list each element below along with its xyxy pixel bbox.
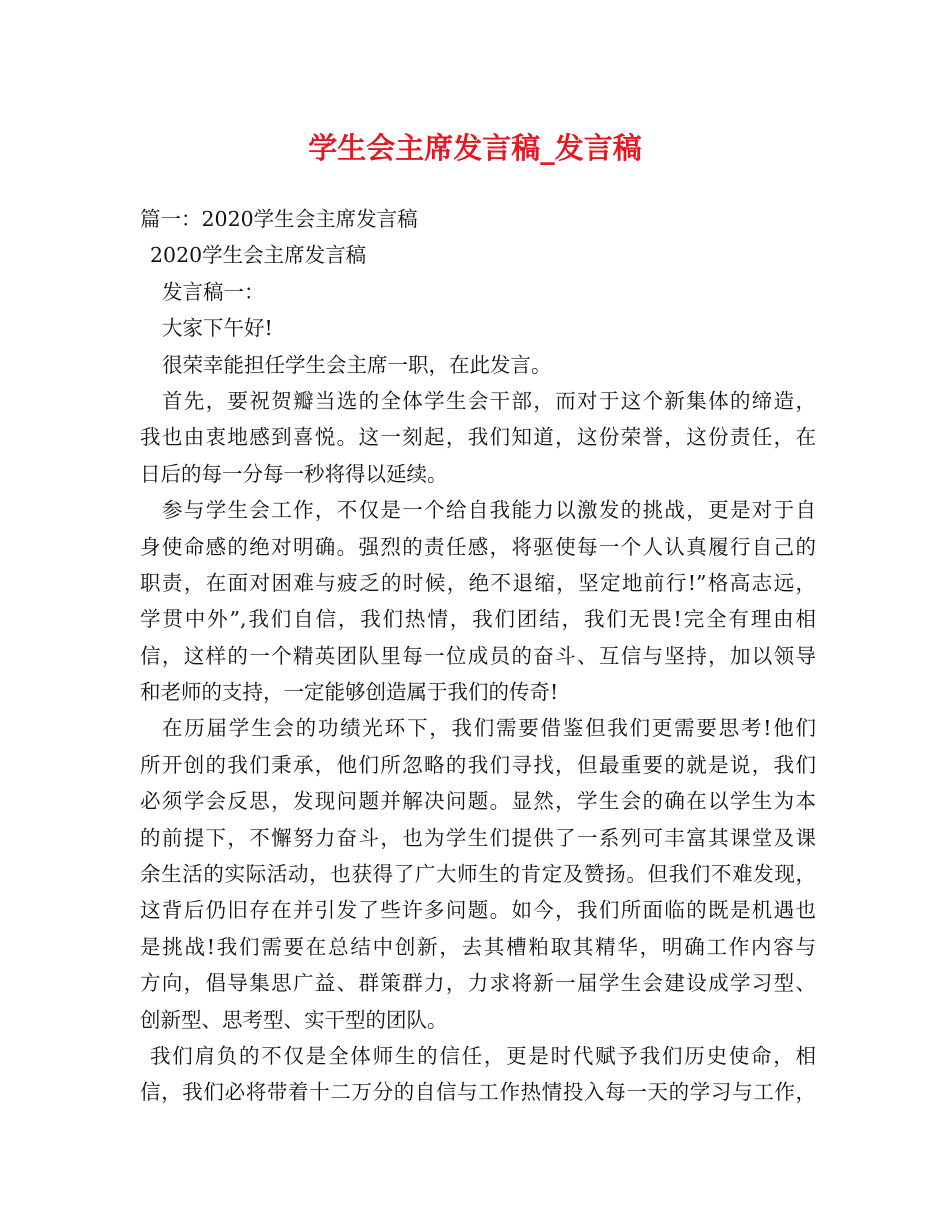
body-line: 首先，要祝贺瓣当选的全体学生会干部，而对于这个新集体的缔造， [162, 388, 816, 413]
body-line: 我们肩负的不仅是全体师生的信任，更是时代赋予我们历史使命，相 [150, 1043, 816, 1068]
body-line: 在历届学生会的功绩光环下，我们需要借鉴但我们更需要思考!他们 [162, 716, 816, 741]
body-line: 学贯中外”,我们自信，我们热情，我们团结，我们无畏!完全有理由相 [140, 607, 816, 632]
body-line: 方向，倡导集思广益、群策群力，力求将新一届学生会建设成学习型、 [140, 971, 816, 996]
body-line: 余生活的实际活动，也获得了广大师生的肯定及赞扬。但我们不难发现， [140, 862, 816, 887]
body-line: 信，这样的一个精英团队里每一位成员的奋斗、互信与坚持，加以领导 [140, 643, 816, 668]
body-line: 2020学生会主席发言稿 [150, 243, 367, 268]
body-line: 和老师的支持，一定能够创造属于我们的传奇! [140, 680, 559, 705]
body-line: 的前提下，不懈努力奋斗，也为学生们提供了一系列可丰富其课堂及课 [140, 825, 816, 850]
body-line: 是挑战!我们需要在总结中创新，去其槽粕取其精华，明确工作内容与 [140, 934, 816, 959]
body-line: 大家下午好! [162, 316, 273, 341]
document-body [140, 201, 816, 1111]
body-line: 这背后仍旧存在并引发了些许多问题。如今，我们所面临的既是机遇也 [140, 898, 816, 923]
body-line: 信，我们必将带着十二万分的自信与工作热情投入每一天的学习与工作， [140, 1080, 816, 1105]
body-line: 所开创的我们秉承，他们所忽略的我们寻找，但最重要的就是说，我们 [140, 752, 816, 777]
body-line: 很荣幸能担任学生会主席一职，在此发言。 [162, 352, 552, 377]
body-line: 参与学生会工作，不仅是一个给自我能力以激发的挑战，更是对于自 [162, 498, 816, 523]
document-title: 学生会主席发言稿_发言稿 [308, 131, 642, 165]
body-line: 身使命感的绝对明确。强烈的责任感，将驱使每一个人认真履行自己的 [140, 534, 816, 559]
body-line: 职责，在面对困难与疲乏的时候，绝不退缩，坚定地前行!”格高志远， [140, 570, 816, 595]
body-line: 必须学会反思，发现问题并解决问题。显然，学生会的确在以学生为本 [140, 789, 816, 814]
body-line: 篇一：2020学生会主席发言稿 [140, 207, 418, 231]
body-line: 发言稿一： [162, 279, 265, 304]
body-line: 日后的每一分每一秒将得以延续。 [140, 461, 448, 486]
body-line: 创新型、思考型、实干型的团队。 [140, 1007, 448, 1032]
body-line: 我也由衷地感到喜悦。这一刻起，我们知道，这份荣誉，这份责任，在 [140, 425, 816, 450]
